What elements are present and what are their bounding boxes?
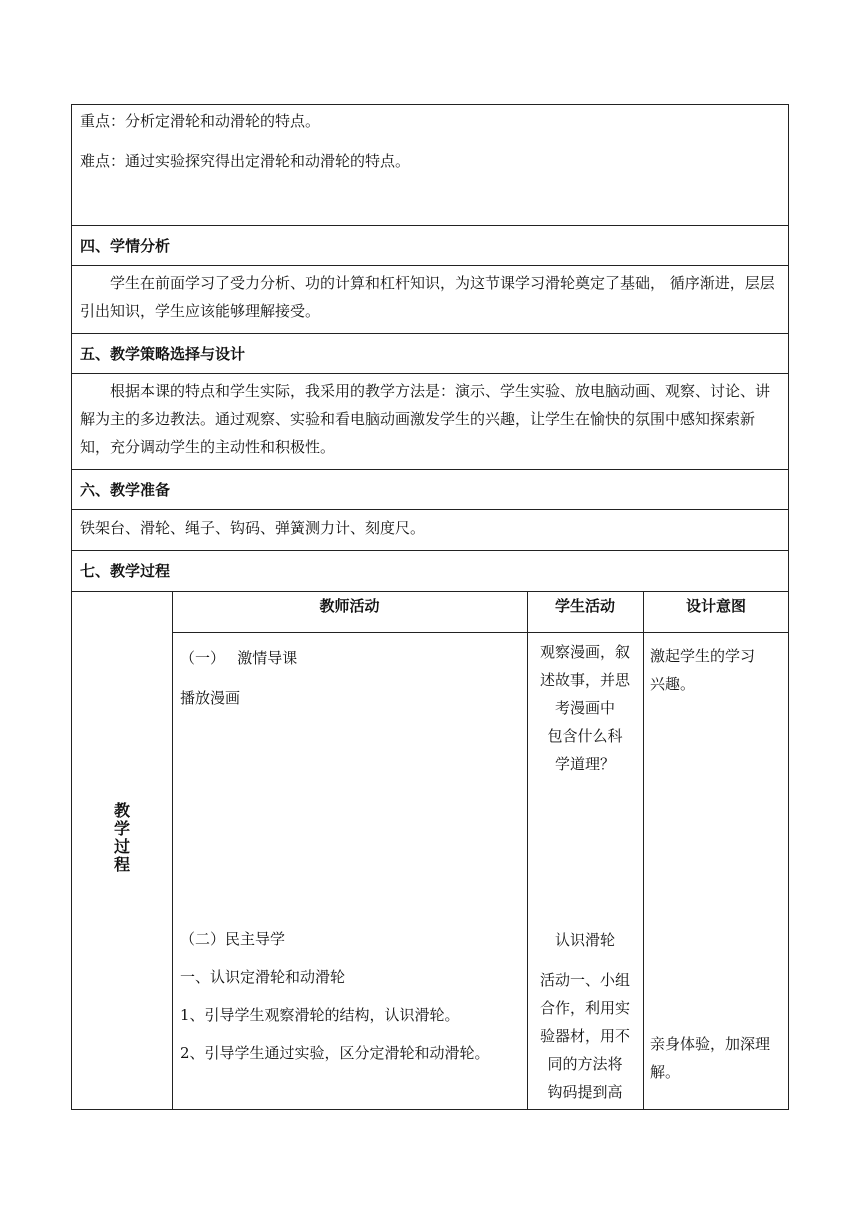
student-part2-line: 同的方法将 bbox=[547, 1055, 623, 1073]
teaching-process-table bbox=[71, 592, 789, 1110]
teacher-part2-item3: 2、引导学生通过实验，区分定滑轮和动滑轮。 bbox=[180, 1044, 490, 1062]
row-label-char: 学 bbox=[113, 819, 130, 838]
teacher-activity-header: 教师活动 bbox=[319, 597, 380, 615]
row-label-char: 教 bbox=[113, 801, 130, 820]
teacher-part2 bbox=[180, 925, 524, 1067]
section5-body-row bbox=[71, 374, 789, 470]
student-part2-title: 认识滑轮 bbox=[554, 931, 615, 949]
section7-title: 七、教学过程 bbox=[80, 562, 171, 580]
difficulty-text: 难点：通过实验探究得出定滑轮和动滑轮的特点。 bbox=[80, 152, 411, 170]
student-part2 bbox=[527, 926, 643, 1106]
intent-part2-line: 亲身体验，加深理 bbox=[650, 1035, 771, 1053]
teacher-part1-title: （一） 激情导课 bbox=[180, 649, 298, 667]
teacher-part2-item2: 1、引导学生观察滑轮的结构，认识滑轮。 bbox=[180, 1006, 460, 1024]
teacher-part2-item1: 一、认识定滑轮和动滑轮 bbox=[180, 968, 346, 986]
intent-part1 bbox=[650, 642, 788, 698]
student-part1-line: 述故事，并思 bbox=[539, 671, 630, 689]
section5-title: 五、教学策略选择与设计 bbox=[80, 345, 246, 363]
section7-title-row bbox=[71, 551, 789, 592]
student-activity-header: 学生活动 bbox=[554, 597, 615, 615]
section6-title: 六、教学准备 bbox=[80, 481, 171, 499]
intent-part1-line: 兴趣。 bbox=[650, 675, 696, 693]
row-label-char: 过 bbox=[113, 837, 130, 856]
student-part1-line: 学道理？ bbox=[554, 755, 615, 773]
intent-part1-line: 激起学生的学习 bbox=[650, 647, 756, 665]
intent-part2-line: 解。 bbox=[650, 1063, 681, 1081]
student-part2-line: 活动一、小组 bbox=[539, 971, 630, 989]
teacher-part1 bbox=[180, 644, 520, 712]
student-part1-line: 包含什么科 bbox=[547, 727, 623, 745]
process-row-label bbox=[72, 802, 172, 874]
section4-title: 四、学情分析 bbox=[80, 237, 171, 255]
key-points-row bbox=[71, 104, 789, 226]
column-divider bbox=[643, 592, 644, 1109]
intent-part2 bbox=[650, 1030, 788, 1086]
teacher-part2-title: （二）民主导学 bbox=[180, 930, 286, 948]
section4-body-row bbox=[71, 266, 789, 334]
lesson-plan-document bbox=[71, 104, 789, 1110]
student-part1-line: 考漫画中 bbox=[554, 699, 615, 717]
student-part2-line: 钩码提到高 bbox=[547, 1083, 623, 1101]
column-divider bbox=[172, 592, 173, 1109]
section6-body-row bbox=[71, 510, 789, 551]
focus-text: 重点：分析定滑轮和动滑轮的特点。 bbox=[80, 112, 321, 130]
student-part1-line: 观察漫画，叙 bbox=[539, 643, 630, 661]
section5-body: 根据本课的特点和学生实际，我采用的教学方法是：演示、学生实验、放电脑动画、观察、讨论、讲解为主的多边教法。通过观察、实验和看电脑动画激发学生的兴趣，让学生在愉快的氛围中感知探索新知，充分调动学生的主动性和积极性。 bbox=[80, 382, 771, 456]
section4-body: 学生在前面学习了受力分析、功的计算和杠杆知识，为这节课学习滑轮奠定了基础， 循序渐进，层层引出知识，学生应该能够理解接受。 bbox=[80, 274, 775, 320]
student-part2-line: 合作，利用实 bbox=[539, 999, 630, 1017]
section6-title-row bbox=[71, 470, 789, 510]
student-part2-line: 验器材，用不 bbox=[539, 1027, 630, 1045]
design-intent-header: 设计意图 bbox=[685, 597, 746, 615]
section5-title-row bbox=[71, 334, 789, 374]
teacher-part1-item: 播放漫画 bbox=[180, 689, 241, 707]
section4-title-row bbox=[71, 226, 789, 266]
student-part1 bbox=[527, 638, 643, 778]
section6-body: 铁架台、滑轮、绳子、钩码、弹簧测力计、刻度尺。 bbox=[80, 519, 426, 537]
row-label-char: 程 bbox=[113, 855, 130, 874]
header-divider bbox=[172, 632, 788, 633]
